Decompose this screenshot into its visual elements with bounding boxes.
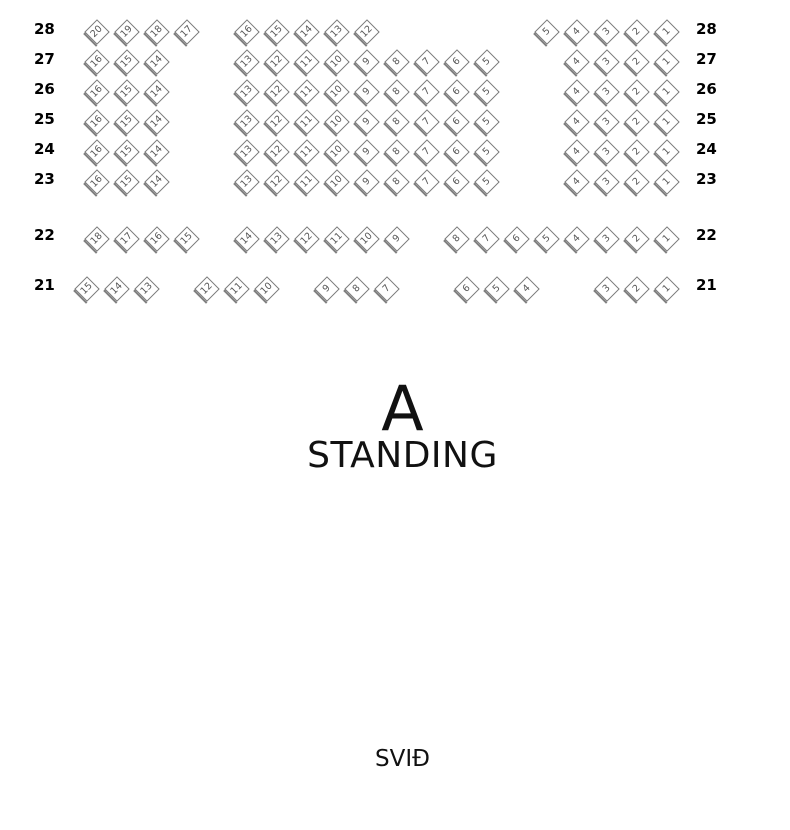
seat-row-21-2[interactable] bbox=[626, 278, 648, 300]
seat-number: 6 bbox=[460, 282, 473, 295]
seat-number: 12 bbox=[198, 280, 215, 297]
seat-row-26-1[interactable] bbox=[656, 81, 678, 103]
seat-number: 4 bbox=[570, 115, 583, 128]
row-label-right-23: 23 bbox=[696, 170, 717, 188]
seat-number: 3 bbox=[600, 232, 613, 245]
seat-number: 1 bbox=[660, 25, 673, 38]
row-label-right-22: 22 bbox=[696, 226, 717, 244]
seat-row-27-9[interactable] bbox=[356, 51, 378, 73]
seat-number: 16 bbox=[88, 113, 105, 130]
seat-number: 2 bbox=[630, 175, 643, 188]
seat-row-24-1[interactable] bbox=[656, 141, 678, 163]
seat-number: 14 bbox=[148, 143, 165, 160]
seat-row-21-8[interactable] bbox=[346, 278, 368, 300]
seat-row-27-2[interactable] bbox=[626, 51, 648, 73]
seat-number: 5 bbox=[480, 85, 493, 98]
seat-row-26-11[interactable] bbox=[296, 81, 318, 103]
row-label-right-25: 25 bbox=[696, 110, 717, 128]
seat-number: 2 bbox=[630, 115, 643, 128]
row-label-right-21: 21 bbox=[696, 276, 717, 294]
seat-row-27-11[interactable] bbox=[296, 51, 318, 73]
seat-number: 1 bbox=[660, 115, 673, 128]
seat-row-24-6[interactable] bbox=[446, 141, 468, 163]
seat-number: 10 bbox=[328, 113, 345, 130]
seat-number: 15 bbox=[118, 53, 135, 70]
seat-number: 8 bbox=[390, 145, 403, 158]
seat-row-26-4[interactable] bbox=[566, 81, 588, 103]
seat-row-28-3[interactable] bbox=[596, 21, 618, 43]
seat-number: 5 bbox=[540, 232, 553, 245]
seat-number: 12 bbox=[358, 23, 375, 40]
seat-number: 10 bbox=[258, 280, 275, 297]
seat-number: 8 bbox=[350, 282, 363, 295]
seat-number: 6 bbox=[450, 85, 463, 98]
seat-row-21-7[interactable] bbox=[376, 278, 398, 300]
section-letter: A bbox=[381, 372, 424, 445]
seat-number: 11 bbox=[298, 173, 315, 190]
row-label-left-27: 27 bbox=[34, 50, 55, 68]
seat-row-21-10[interactable] bbox=[256, 278, 278, 300]
seat-row-22-2[interactable] bbox=[626, 228, 648, 250]
seat-number: 15 bbox=[118, 143, 135, 160]
seat-row-22-7[interactable] bbox=[476, 228, 498, 250]
seat-row-24-16[interactable] bbox=[86, 141, 108, 163]
seat-number: 18 bbox=[148, 23, 165, 40]
seat-row-23-3[interactable] bbox=[596, 171, 618, 193]
seat-row-24-11[interactable] bbox=[296, 141, 318, 163]
seat-number: 15 bbox=[178, 230, 195, 247]
seat-number: 16 bbox=[88, 173, 105, 190]
seat-row-24-3[interactable] bbox=[596, 141, 618, 163]
seat-number: 4 bbox=[570, 85, 583, 98]
seat-row-25-15[interactable] bbox=[116, 111, 138, 133]
seat-row-25-14[interactable] bbox=[146, 111, 168, 133]
seat-row-22-10[interactable] bbox=[356, 228, 378, 250]
seat-number: 7 bbox=[420, 115, 433, 128]
seat-number: 3 bbox=[600, 175, 613, 188]
seat-number: 13 bbox=[238, 143, 255, 160]
seat-row-27-5[interactable] bbox=[476, 51, 498, 73]
seat-number: 5 bbox=[480, 175, 493, 188]
seat-row-26-15[interactable] bbox=[116, 81, 138, 103]
seat-number: 13 bbox=[238, 53, 255, 70]
seat-number: 13 bbox=[238, 83, 255, 100]
seat-row-24-8[interactable] bbox=[386, 141, 408, 163]
seat-number: 4 bbox=[570, 25, 583, 38]
stage-label: SVIÐ bbox=[375, 746, 430, 772]
seat-row-22-4[interactable] bbox=[566, 228, 588, 250]
seat-row-21-12[interactable] bbox=[196, 278, 218, 300]
seat-number: 2 bbox=[630, 55, 643, 68]
seat-number: 15 bbox=[118, 83, 135, 100]
seat-number: 7 bbox=[420, 145, 433, 158]
seat-row-24-14[interactable] bbox=[146, 141, 168, 163]
seat-number: 14 bbox=[298, 23, 315, 40]
row-label-right-28: 28 bbox=[696, 20, 717, 38]
seat-row-27-3[interactable] bbox=[596, 51, 618, 73]
seat-row-24-7[interactable] bbox=[416, 141, 438, 163]
seat-number: 8 bbox=[390, 55, 403, 68]
seat-number: 5 bbox=[540, 25, 553, 38]
seat-number: 7 bbox=[420, 175, 433, 188]
seat-row-23-10[interactable] bbox=[326, 171, 348, 193]
seat-number: 14 bbox=[108, 280, 125, 297]
seat-row-26-10[interactable] bbox=[326, 81, 348, 103]
seat-row-25-16[interactable] bbox=[86, 111, 108, 133]
seat-row-25-4[interactable] bbox=[566, 111, 588, 133]
seat-number: 1 bbox=[660, 175, 673, 188]
seat-row-22-13[interactable] bbox=[266, 228, 288, 250]
seat-row-27-6[interactable] bbox=[446, 51, 468, 73]
seat-row-24-2[interactable] bbox=[626, 141, 648, 163]
seat-row-28-20[interactable] bbox=[86, 21, 108, 43]
row-label-left-21: 21 bbox=[34, 276, 55, 294]
seat-row-24-9[interactable] bbox=[356, 141, 378, 163]
seat-row-24-5[interactable] bbox=[476, 141, 498, 163]
seat-row-26-9[interactable] bbox=[356, 81, 378, 103]
seat-number: 11 bbox=[298, 143, 315, 160]
seat-number: 3 bbox=[600, 145, 613, 158]
seat-number: 4 bbox=[520, 282, 533, 295]
seat-number: 4 bbox=[570, 232, 583, 245]
seat-row-22-9[interactable] bbox=[386, 228, 408, 250]
seat-row-26-16[interactable] bbox=[86, 81, 108, 103]
seat-number: 5 bbox=[480, 145, 493, 158]
seat-number: 7 bbox=[420, 85, 433, 98]
seat-row-25-5[interactable] bbox=[476, 111, 498, 133]
seat-row-25-8[interactable] bbox=[386, 111, 408, 133]
row-label-left-22: 22 bbox=[34, 226, 55, 244]
seat-number: 9 bbox=[360, 55, 373, 68]
seat-row-21-9[interactable] bbox=[316, 278, 338, 300]
row-label-right-27: 27 bbox=[696, 50, 717, 68]
seat-number: 13 bbox=[328, 23, 345, 40]
seat-number: 1 bbox=[660, 232, 673, 245]
seat-row-28-18[interactable] bbox=[146, 21, 168, 43]
seat-number: 5 bbox=[480, 55, 493, 68]
seat-number: 12 bbox=[268, 143, 285, 160]
seat-row-23-11[interactable] bbox=[296, 171, 318, 193]
seat-number: 16 bbox=[88, 53, 105, 70]
seat-number: 9 bbox=[320, 282, 333, 295]
seat-row-23-14[interactable] bbox=[146, 171, 168, 193]
seat-number: 13 bbox=[238, 113, 255, 130]
seat-row-28-12[interactable] bbox=[356, 21, 378, 43]
seat-row-24-12[interactable] bbox=[266, 141, 288, 163]
seat-row-28-4[interactable] bbox=[566, 21, 588, 43]
seat-row-21-14[interactable] bbox=[106, 278, 128, 300]
seat-row-24-13[interactable] bbox=[236, 141, 258, 163]
seat-number: 4 bbox=[570, 55, 583, 68]
seat-number: 13 bbox=[238, 173, 255, 190]
seat-row-22-17[interactable] bbox=[116, 228, 138, 250]
seat-row-25-12[interactable] bbox=[266, 111, 288, 133]
seat-number: 9 bbox=[360, 115, 373, 128]
seat-row-27-8[interactable] bbox=[386, 51, 408, 73]
row-label-right-24: 24 bbox=[696, 140, 717, 158]
seat-number: 7 bbox=[480, 232, 493, 245]
seat-row-25-13[interactable] bbox=[236, 111, 258, 133]
seat-row-28-17[interactable] bbox=[176, 21, 198, 43]
seat-row-27-10[interactable] bbox=[326, 51, 348, 73]
seat-number: 15 bbox=[118, 113, 135, 130]
seat-row-27-15[interactable] bbox=[116, 51, 138, 73]
seat-number: 18 bbox=[88, 230, 105, 247]
seat-row-27-1[interactable] bbox=[656, 51, 678, 73]
seat-row-22-18[interactable] bbox=[86, 228, 108, 250]
seat-row-22-3[interactable] bbox=[596, 228, 618, 250]
seat-row-25-9[interactable] bbox=[356, 111, 378, 133]
seat-row-22-5[interactable] bbox=[536, 228, 558, 250]
seat-number: 11 bbox=[298, 83, 315, 100]
row-label-left-25: 25 bbox=[34, 110, 55, 128]
seat-number: 13 bbox=[138, 280, 155, 297]
seat-row-24-4[interactable] bbox=[566, 141, 588, 163]
seat-number: 3 bbox=[600, 55, 613, 68]
seat-row-21-3[interactable] bbox=[596, 278, 618, 300]
seat-row-23-2[interactable] bbox=[626, 171, 648, 193]
seat-number: 3 bbox=[600, 282, 613, 295]
seat-row-23-8[interactable] bbox=[386, 171, 408, 193]
seat-row-22-12[interactable] bbox=[296, 228, 318, 250]
seat-row-21-15[interactable] bbox=[76, 278, 98, 300]
seat-row-23-1[interactable] bbox=[656, 171, 678, 193]
seat-number: 1 bbox=[660, 145, 673, 158]
seat-number: 6 bbox=[450, 175, 463, 188]
seat-row-26-8[interactable] bbox=[386, 81, 408, 103]
seat-row-21-1[interactable] bbox=[656, 278, 678, 300]
seat-number: 6 bbox=[510, 232, 523, 245]
seat-number: 9 bbox=[360, 145, 373, 158]
seat-number: 5 bbox=[480, 115, 493, 128]
seat-number: 2 bbox=[630, 145, 643, 158]
seat-row-23-12[interactable] bbox=[266, 171, 288, 193]
seat-row-26-2[interactable] bbox=[626, 81, 648, 103]
seat-number: 5 bbox=[490, 282, 503, 295]
seat-row-27-13[interactable] bbox=[236, 51, 258, 73]
seat-number: 7 bbox=[380, 282, 393, 295]
seat-row-27-12[interactable] bbox=[266, 51, 288, 73]
seat-number: 12 bbox=[268, 83, 285, 100]
seat-number: 2 bbox=[630, 85, 643, 98]
seat-row-22-8[interactable] bbox=[446, 228, 468, 250]
seat-row-26-14[interactable] bbox=[146, 81, 168, 103]
seat-row-23-5[interactable] bbox=[476, 171, 498, 193]
seat-row-27-14[interactable] bbox=[146, 51, 168, 73]
seat-number: 20 bbox=[88, 23, 105, 40]
seat-row-25-11[interactable] bbox=[296, 111, 318, 133]
row-label-left-28: 28 bbox=[34, 20, 55, 38]
seat-row-28-5[interactable] bbox=[536, 21, 558, 43]
seat-number: 10 bbox=[328, 173, 345, 190]
seat-number: 19 bbox=[118, 23, 135, 40]
seat-number: 13 bbox=[268, 230, 285, 247]
seat-number: 10 bbox=[328, 53, 345, 70]
seat-number: 17 bbox=[118, 230, 135, 247]
seat-row-26-6[interactable] bbox=[446, 81, 468, 103]
seat-row-24-15[interactable] bbox=[116, 141, 138, 163]
seat-row-28-1[interactable] bbox=[656, 21, 678, 43]
seat-row-23-6[interactable] bbox=[446, 171, 468, 193]
seat-number: 9 bbox=[360, 85, 373, 98]
seat-number: 2 bbox=[630, 232, 643, 245]
seat-number: 2 bbox=[630, 25, 643, 38]
seat-number: 8 bbox=[390, 115, 403, 128]
seat-number: 12 bbox=[268, 53, 285, 70]
seat-row-23-15[interactable] bbox=[116, 171, 138, 193]
seat-number: 17 bbox=[178, 23, 195, 40]
seat-row-28-2[interactable] bbox=[626, 21, 648, 43]
seat-number: 6 bbox=[450, 55, 463, 68]
seat-number: 9 bbox=[390, 232, 403, 245]
section-standing-label: STANDING bbox=[307, 435, 498, 476]
seat-number: 1 bbox=[660, 55, 673, 68]
seat-row-23-4[interactable] bbox=[566, 171, 588, 193]
seat-row-26-5[interactable] bbox=[476, 81, 498, 103]
seat-number: 3 bbox=[600, 85, 613, 98]
seat-row-22-16[interactable] bbox=[146, 228, 168, 250]
seat-number: 4 bbox=[570, 145, 583, 158]
seat-row-25-2[interactable] bbox=[626, 111, 648, 133]
seat-number: 11 bbox=[298, 113, 315, 130]
seat-row-21-11[interactable] bbox=[226, 278, 248, 300]
seat-row-23-16[interactable] bbox=[86, 171, 108, 193]
seat-number: 14 bbox=[238, 230, 255, 247]
seat-row-28-15[interactable] bbox=[266, 21, 288, 43]
seat-number: 3 bbox=[600, 25, 613, 38]
seat-number: 8 bbox=[450, 232, 463, 245]
seat-number: 15 bbox=[268, 23, 285, 40]
seat-number: 9 bbox=[360, 175, 373, 188]
seat-row-23-7[interactable] bbox=[416, 171, 438, 193]
seat-row-25-6[interactable] bbox=[446, 111, 468, 133]
seat-number: 10 bbox=[358, 230, 375, 247]
seat-number: 2 bbox=[630, 282, 643, 295]
seat-row-21-4[interactable] bbox=[516, 278, 538, 300]
row-label-right-26: 26 bbox=[696, 80, 717, 98]
seat-row-25-1[interactable] bbox=[656, 111, 678, 133]
seat-number: 16 bbox=[88, 83, 105, 100]
seat-row-26-7[interactable] bbox=[416, 81, 438, 103]
seat-number: 4 bbox=[570, 175, 583, 188]
seat-row-21-13[interactable] bbox=[136, 278, 158, 300]
seat-number: 3 bbox=[600, 115, 613, 128]
seat-number: 1 bbox=[660, 282, 673, 295]
seat-row-23-9[interactable] bbox=[356, 171, 378, 193]
seat-row-22-6[interactable] bbox=[506, 228, 528, 250]
seat-number: 11 bbox=[298, 53, 315, 70]
seat-row-28-14[interactable] bbox=[296, 21, 318, 43]
seat-row-28-13[interactable] bbox=[326, 21, 348, 43]
seat-number: 14 bbox=[148, 113, 165, 130]
seat-number: 10 bbox=[328, 143, 345, 160]
seat-row-27-7[interactable] bbox=[416, 51, 438, 73]
seat-row-21-6[interactable] bbox=[456, 278, 478, 300]
seat-number: 14 bbox=[148, 173, 165, 190]
seat-number: 6 bbox=[450, 115, 463, 128]
seat-row-22-1[interactable] bbox=[656, 228, 678, 250]
seat-row-26-3[interactable] bbox=[596, 81, 618, 103]
seat-number: 12 bbox=[298, 230, 315, 247]
seat-number: 6 bbox=[450, 145, 463, 158]
seat-number: 12 bbox=[268, 113, 285, 130]
seat-number: 16 bbox=[238, 23, 255, 40]
seat-number: 11 bbox=[228, 280, 245, 297]
seat-row-22-14[interactable] bbox=[236, 228, 258, 250]
seat-row-25-7[interactable] bbox=[416, 111, 438, 133]
seat-row-25-10[interactable] bbox=[326, 111, 348, 133]
seat-number: 1 bbox=[660, 85, 673, 98]
row-label-left-26: 26 bbox=[34, 80, 55, 98]
seat-row-22-15[interactable] bbox=[176, 228, 198, 250]
seat-number: 11 bbox=[328, 230, 345, 247]
seat-number: 15 bbox=[118, 173, 135, 190]
seat-row-28-19[interactable] bbox=[116, 21, 138, 43]
seat-number: 14 bbox=[148, 53, 165, 70]
seat-row-27-16[interactable] bbox=[86, 51, 108, 73]
seat-row-26-13[interactable] bbox=[236, 81, 258, 103]
seat-row-22-11[interactable] bbox=[326, 228, 348, 250]
seat-row-25-3[interactable] bbox=[596, 111, 618, 133]
seat-number: 10 bbox=[328, 83, 345, 100]
seat-row-26-12[interactable] bbox=[266, 81, 288, 103]
seat-number: 15 bbox=[78, 280, 95, 297]
seat-row-24-10[interactable] bbox=[326, 141, 348, 163]
seat-number: 12 bbox=[268, 173, 285, 190]
seat-row-21-5[interactable] bbox=[486, 278, 508, 300]
seat-row-23-13[interactable] bbox=[236, 171, 258, 193]
seat-row-28-16[interactable] bbox=[236, 21, 258, 43]
seat-number: 16 bbox=[88, 143, 105, 160]
row-label-left-24: 24 bbox=[34, 140, 55, 158]
seat-number: 16 bbox=[148, 230, 165, 247]
seat-number: 7 bbox=[420, 55, 433, 68]
seat-number: 8 bbox=[390, 85, 403, 98]
seat-number: 8 bbox=[390, 175, 403, 188]
row-label-left-23: 23 bbox=[34, 170, 55, 188]
seat-row-27-4[interactable] bbox=[566, 51, 588, 73]
seat-number: 14 bbox=[148, 83, 165, 100]
